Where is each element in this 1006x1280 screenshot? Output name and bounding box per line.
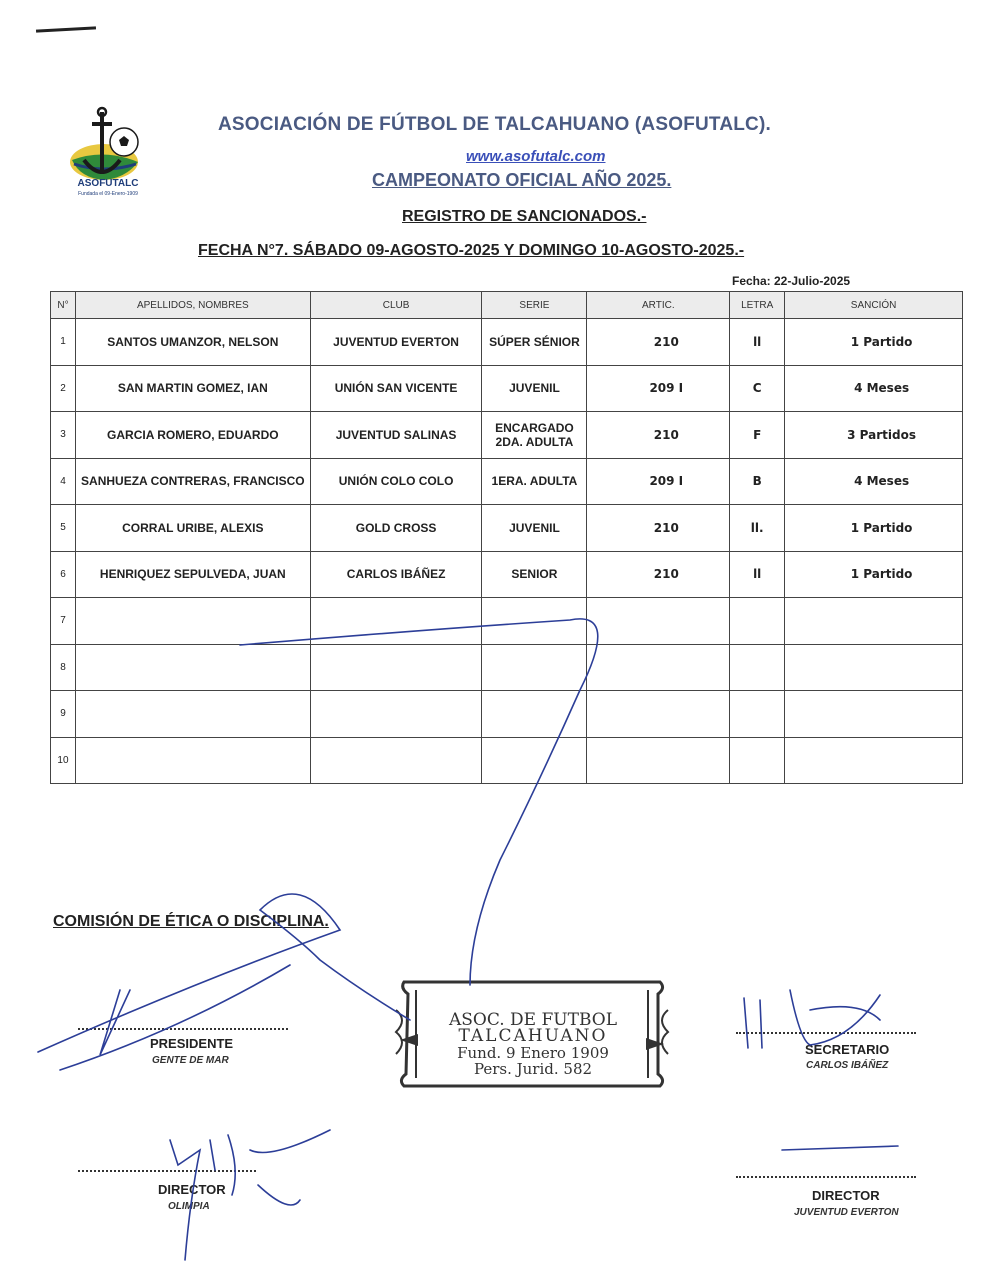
- director2-signature: [782, 1146, 898, 1150]
- player-name: CORRAL URIBE, ALEXIS: [75, 505, 310, 552]
- row-number: 7: [51, 598, 76, 645]
- player-name: GARCIA ROMERO, EDUARDO: [75, 412, 310, 459]
- stamp-line-3: Fund. 9 Enero 1909: [457, 1044, 609, 1062]
- championship-title: CAMPEONATO OFICIAL AÑO 2025.: [372, 170, 672, 190]
- article-handwritten: 210: [587, 319, 730, 366]
- match-date-title: FECHA N°7. SÁBADO 09-AGOSTO-2025 Y DOMINGO 10-AGOSTO-2025.-: [198, 242, 745, 259]
- sanction-handwritten: 3 Partidos: [785, 412, 963, 459]
- club-name: GOLD CROSS: [310, 505, 482, 552]
- letter-handwritten: C: [730, 365, 785, 412]
- player-name: HENRIQUEZ SEPULVEDA, JUAN: [75, 551, 310, 598]
- article-handwritten: 210: [587, 551, 730, 598]
- col-article: ARTIC.: [587, 292, 730, 319]
- sanction-handwritten: 1 Partido: [785, 551, 963, 598]
- committee-title: COMISIÓN DE ÉTICA O DISCIPLINA.: [53, 913, 329, 930]
- col-letter: LETRA: [730, 292, 785, 319]
- club-name: JUVENTUD EVERTON: [310, 319, 482, 366]
- stamp-line-2: TALCAHUANO: [458, 1026, 608, 1046]
- letter-handwritten: ll: [730, 319, 785, 366]
- letter-handwritten: B: [730, 458, 785, 505]
- president-club: GENTE DE MAR: [152, 1055, 229, 1066]
- row-number: 1: [51, 319, 76, 366]
- article-handwritten: 209 I: [587, 365, 730, 412]
- secretary-signature: [744, 990, 880, 1048]
- letter-handwritten: F: [730, 412, 785, 459]
- row-number: 5: [51, 505, 76, 552]
- col-club: CLUB: [310, 292, 482, 319]
- article-handwritten: 210: [587, 412, 730, 459]
- director1-club: OLIMPIA: [168, 1201, 210, 1212]
- series-name: SÚPER SÉNIOR: [482, 319, 587, 366]
- sanction-handwritten: 4 Meses: [785, 365, 963, 412]
- stamp-line-4: Pers. Jurid. 582: [473, 1060, 593, 1078]
- sanction-handwritten: 1 Partido: [785, 505, 963, 552]
- director2-club: JUVENTUD EVERTON: [794, 1207, 899, 1218]
- website-link[interactable]: www.asofutalc.com: [466, 148, 606, 165]
- org-title: ASOCIACIÓN DE FÚTBOL DE TALCAHUANO (ASOFUTALC).: [218, 114, 771, 135]
- club-name: UNIÓN SAN VICENTE: [310, 365, 482, 412]
- series-name: SENIOR: [482, 551, 587, 598]
- director1-role: DIRECTOR: [158, 1182, 226, 1197]
- secretary-club: CARLOS IBÁÑEZ: [806, 1060, 889, 1071]
- sanction-handwritten: 4 Meses: [785, 458, 963, 505]
- row-number: 8: [51, 644, 76, 691]
- registry-title: REGISTRO DE SANCIONADOS.-: [402, 208, 647, 225]
- president-signature: [38, 894, 410, 1070]
- player-name: SAN MARTIN GOMEZ, IAN: [75, 365, 310, 412]
- row-number: 3: [51, 412, 76, 459]
- club-name: JUVENTUD SALINAS: [310, 412, 482, 459]
- document-date: Fecha: 22-Julio-2025: [732, 274, 851, 288]
- letter-handwritten: ll.: [730, 505, 785, 552]
- player-name: SANHUEZA CONTRERAS, FRANCISCO: [75, 458, 310, 505]
- row-number: 2: [51, 365, 76, 412]
- row-number: 9: [51, 691, 76, 738]
- president-role: PRESIDENTE: [150, 1036, 234, 1051]
- director2-role: DIRECTOR: [812, 1188, 880, 1203]
- row-number: 10: [51, 737, 76, 784]
- row-number: 4: [51, 458, 76, 505]
- series-name: JUVENIL: [482, 505, 587, 552]
- stamp-line-1: ASOC. DE FUTBOL: [448, 1010, 617, 1030]
- director1-signature: [170, 1130, 330, 1260]
- player-name: SANTOS UMANZOR, NELSON: [75, 319, 310, 366]
- col-names: APELLIDOS, NOMBRES: [75, 292, 310, 319]
- logo-subtitle: Fundada el 09-Enero-1909: [78, 191, 138, 197]
- club-name: UNIÓN COLO COLO: [310, 458, 482, 505]
- club-name: CARLOS IBÁÑEZ: [310, 551, 482, 598]
- col-number: N°: [51, 292, 76, 319]
- series-name: JUVENIL: [482, 365, 587, 412]
- series-name: ENCARGADO 2DA. ADULTA: [482, 412, 587, 459]
- logo-name: ASOFUTALC: [77, 178, 139, 189]
- series-name: 1ERA. ADULTA: [482, 458, 587, 505]
- secretary-role: SECRETARIO: [805, 1042, 890, 1057]
- article-handwritten: 210: [587, 505, 730, 552]
- sanction-handwritten: 1 Partido: [785, 319, 963, 366]
- article-handwritten: 209 I: [587, 458, 730, 505]
- col-sanction: SANCIÓN: [785, 292, 963, 319]
- letter-handwritten: ll: [730, 551, 785, 598]
- long-pen-stroke: [240, 619, 598, 985]
- row-number: 6: [51, 551, 76, 598]
- col-series: SERIE: [482, 292, 587, 319]
